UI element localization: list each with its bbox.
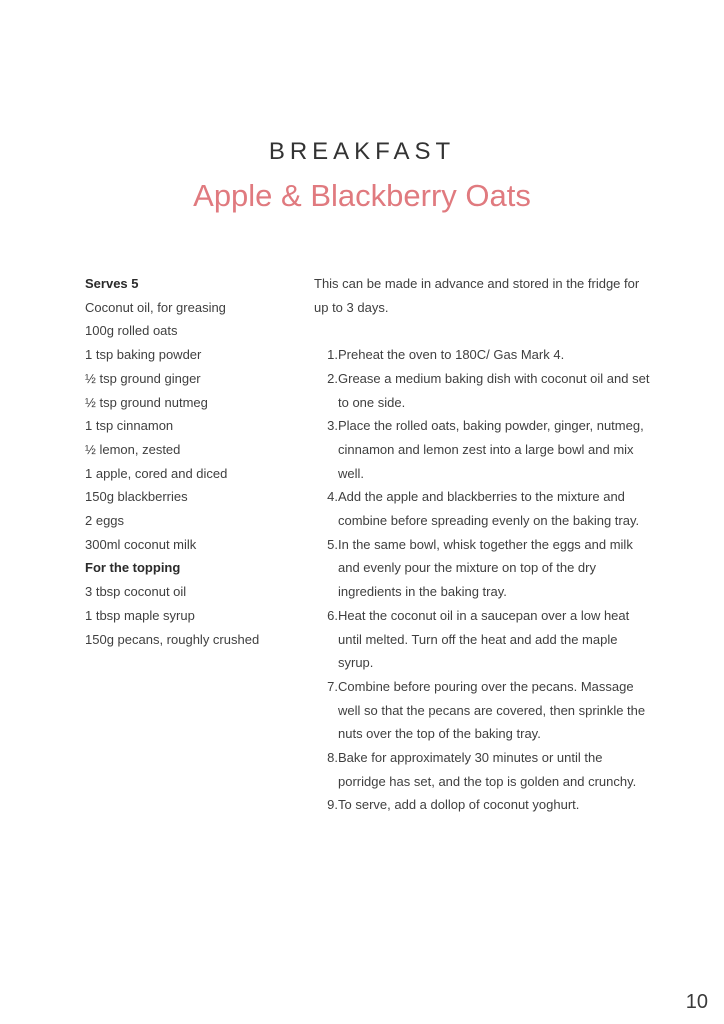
- step-text: Place the rolled oats, baking powder, ginger, nutmeg, cinnamon and lemon zest into a large bowl and mix well.: [338, 418, 644, 481]
- step-text: To serve, add a dollop of coconut yoghurt.: [338, 797, 580, 813]
- ingredient-item: 2 eggs: [85, 513, 125, 529]
- ingredient-item: Coconut oil, for greasing: [85, 299, 226, 315]
- step-text: Preheat the oven to 180C/ Gas Mark 4.: [338, 347, 565, 363]
- category-heading: BREAKFAST: [268, 138, 456, 165]
- method-intro: This can be made in advance and stored in the fridge for up to 3 days.: [314, 276, 640, 315]
- method-step: [314, 367, 652, 414]
- step-text: Bake for approximately 30 minutes or until the porridge has set, and the top is golden and crunchy.: [338, 750, 637, 789]
- step-number: 2.: [327, 370, 338, 386]
- ingredient-item: ½ lemon, zested: [85, 441, 181, 457]
- step-number: 4.: [327, 489, 338, 505]
- ingredient-item: ½ tsp ground ginger: [85, 370, 201, 386]
- topping-item: 150g pecans, roughly crushed: [85, 631, 260, 647]
- ingredient-item: 100g rolled oats: [85, 323, 178, 339]
- ingredient-item: 150g blackberries: [85, 489, 188, 505]
- step-number: 9.: [327, 797, 338, 813]
- serves-heading: Serves 5: [85, 276, 139, 291]
- ingredient-item: 1 tsp baking powder: [85, 347, 202, 363]
- step-text: In the same bowl, whisk together the eggs and milk and evenly pour the mixture on top of the dry ingredients in the baking tray.: [338, 536, 633, 600]
- ingredient-item: 300ml coconut milk: [85, 536, 197, 552]
- step-text: Combine before pouring over the pecans. Massage well so that the pecans are covered, then sprinkle the nuts over the top of the baking tray.: [338, 678, 646, 742]
- method-step: [314, 604, 652, 675]
- step-number: 3.: [327, 418, 338, 434]
- step-number: 8.: [327, 750, 338, 766]
- method-step: [314, 414, 652, 485]
- topping-heading: For the topping: [85, 560, 181, 576]
- method-section: [314, 272, 652, 817]
- method-step: [314, 533, 652, 604]
- topping-item: 1 tbsp maple syrup: [85, 607, 195, 623]
- step-number: 1.: [327, 347, 338, 363]
- ingredients-list: [85, 272, 295, 651]
- method-steps: [314, 343, 652, 817]
- page-number: 10: [685, 991, 708, 1013]
- ingredient-item: 1 apple, cored and diced: [85, 465, 228, 481]
- step-number: 7.: [327, 678, 338, 694]
- method-step: [314, 746, 652, 793]
- step-text: Add the apple and blackberries to the mixture and combine before spreading evenly on the baking tray.: [338, 489, 640, 529]
- ingredient-item: 1 tsp cinnamon: [85, 418, 174, 434]
- ingredient-item: ½ tsp ground nutmeg: [85, 394, 208, 410]
- step-number: 5.: [327, 536, 338, 552]
- recipe-title: Apple & Blackberry Oats: [193, 178, 531, 213]
- step-text: Heat the coconut oil in a saucepan over a low heat until melted. Turn off the heat and add the maple syrup.: [338, 607, 630, 671]
- topping-item: 3 tbsp coconut oil: [85, 584, 187, 600]
- method-step: [314, 343, 652, 367]
- step-number: 6.: [327, 607, 338, 623]
- method-step: [314, 793, 652, 817]
- method-step: [314, 675, 652, 746]
- step-text: Grease a medium baking dish with coconut oil and set to one side.: [338, 370, 650, 410]
- method-step: [314, 485, 652, 532]
